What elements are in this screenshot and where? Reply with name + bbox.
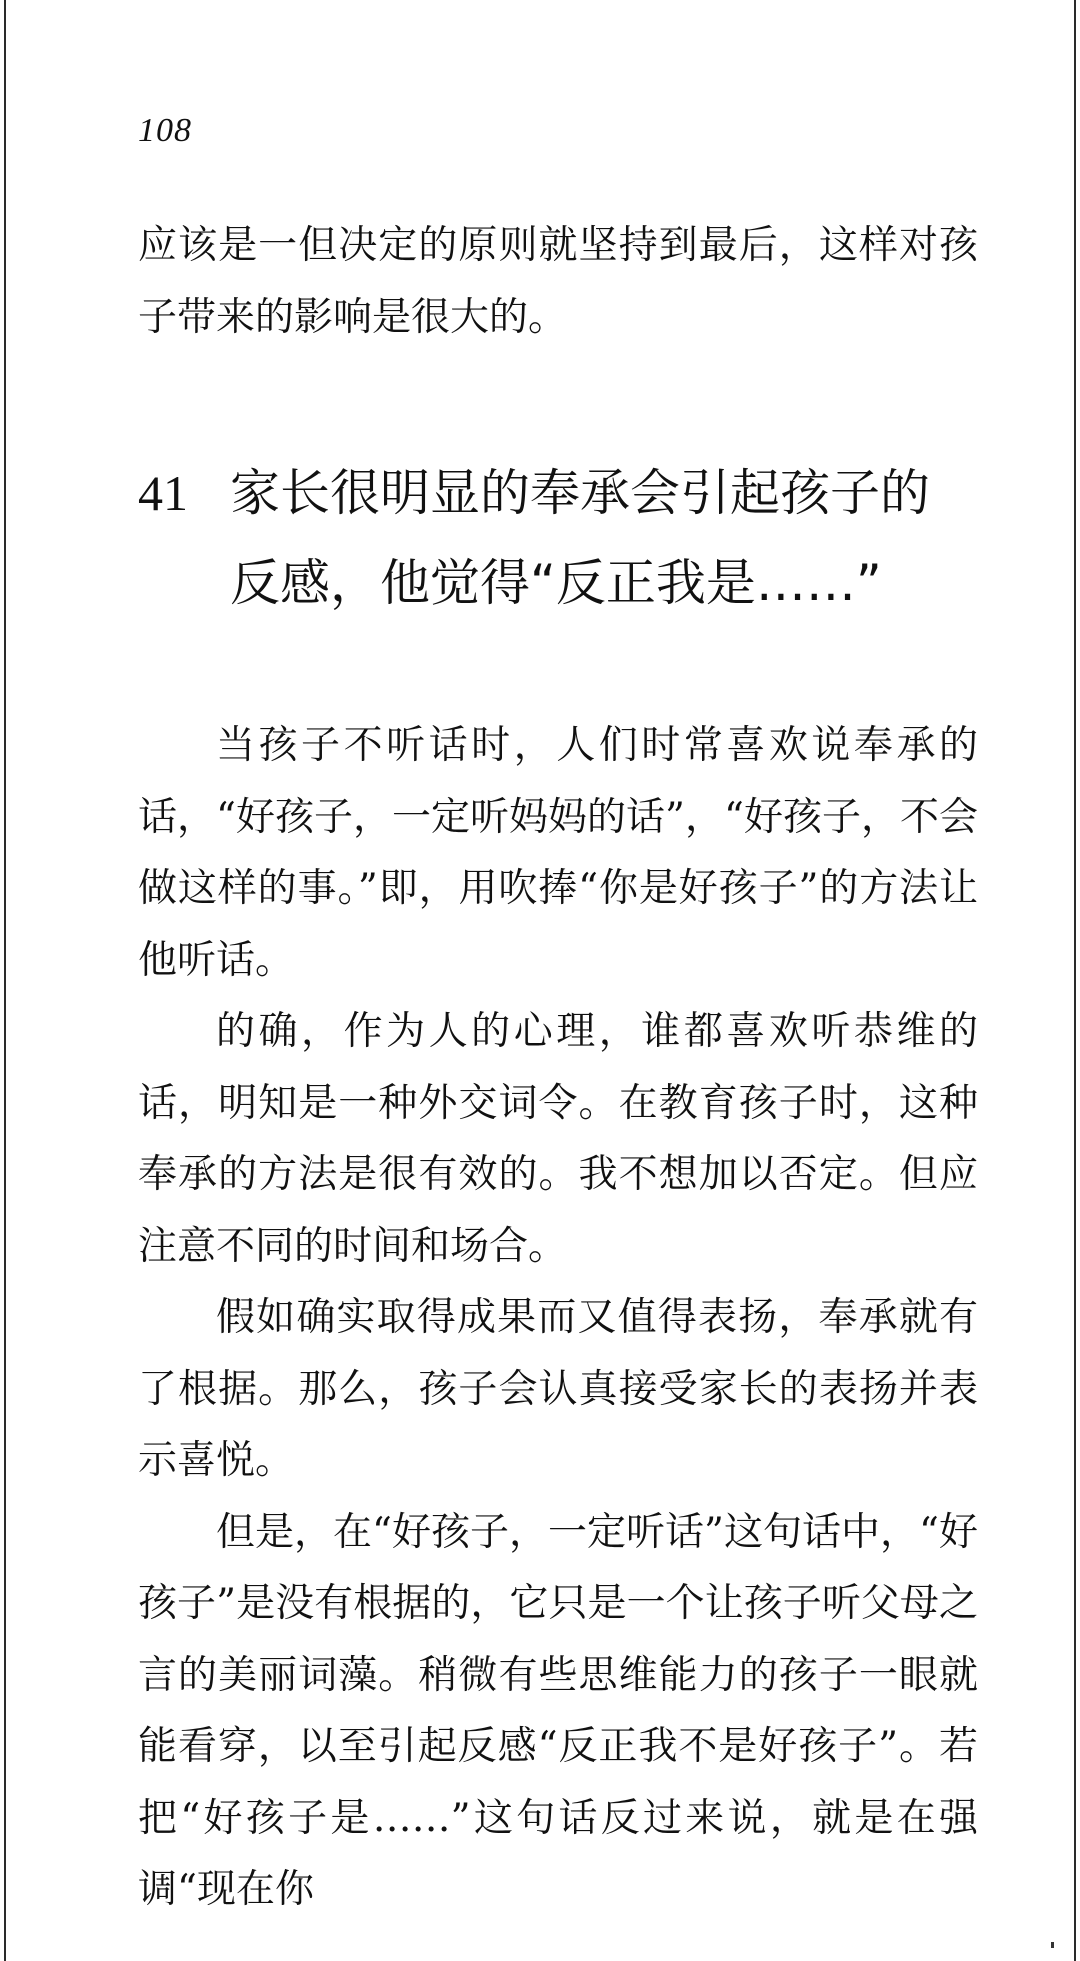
page-number: 108 — [138, 112, 192, 149]
page-edge-left — [4, 0, 6, 1961]
scan-speck — [1051, 1942, 1054, 1948]
paragraph-4: 但是，在“好孩子，一定听话”这句话中，“好孩子”是没有根据的，它只是一个让孩子听父母之言的美丽词藻。稍微有些思维能力的孩子一眼就能看穿，以至引起反感“反正我不是好孩子”。若把“好孩子是……”这句话反过来说，就是在强调“现在你 — [138, 1509, 978, 1912]
section-title: 家长很明显的奉承会引起孩子的反感，他觉得“反正我是……” — [230, 464, 930, 612]
section-number: 41 — [138, 465, 188, 521]
paragraph-1: 当孩子不听话时，人们时常喜欢说奉承的话，“好孩子，一定听妈妈的话”，“好孩子，不会做这样的事。”即，用吹捧“你是好孩子”的方法让他听话。 — [138, 723, 978, 983]
intro-paragraph: 应该是一但决定的原则就坚持到最后，这样对孩子带来的影响是很大的。 — [138, 223, 978, 340]
paragraph-3: 假如确实取得成果而又值得表扬，奉承就有了根据。那么，孩子会认真接受家长的表扬并表示喜悦。 — [138, 1295, 978, 1483]
main-text — [138, 710, 978, 1926]
paragraph-2: 的确，作为人的心理，谁都喜欢听恭维的话，明知是一种外交词令。在教育孩子时，这种奉承的方法是很有效的。我不想加以否定。但应注意不同的时间和场合。 — [138, 1009, 978, 1269]
page-edge-right — [1074, 0, 1076, 1961]
